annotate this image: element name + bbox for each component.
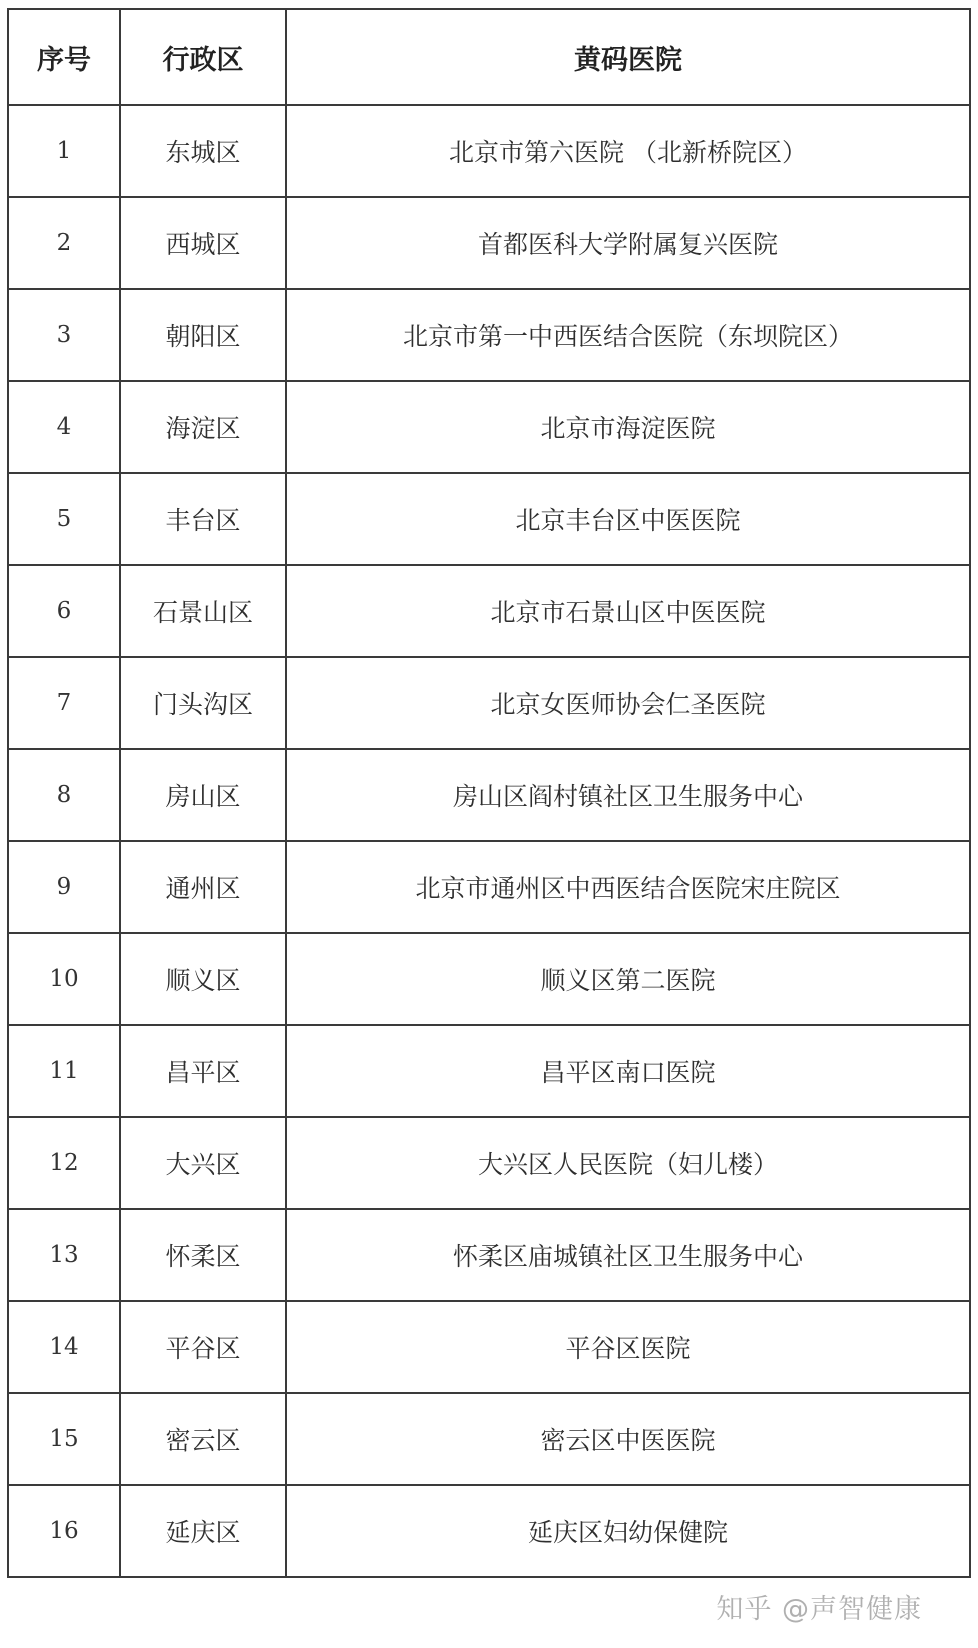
cell-hospital: 大兴区人民医院（妇儿楼）: [286, 1117, 970, 1209]
header-hospital: 黄码医院: [286, 9, 970, 105]
table-row: [8, 749, 970, 841]
table-body: [8, 105, 970, 1577]
table-row: [8, 105, 970, 197]
cell-district: 东城区: [120, 105, 286, 197]
cell-number: 11: [8, 1025, 120, 1117]
hospital-table: [7, 8, 971, 1578]
table-row: [8, 565, 970, 657]
cell-number: 10: [8, 933, 120, 1025]
table-row: [8, 657, 970, 749]
cell-district: 海淀区: [120, 381, 286, 473]
cell-hospital: 首都医科大学附属复兴医院: [286, 197, 970, 289]
cell-district: 密云区: [120, 1393, 286, 1485]
cell-district: 怀柔区: [120, 1209, 286, 1301]
table-row: [8, 381, 970, 473]
cell-number: 4: [8, 381, 120, 473]
cell-district: 房山区: [120, 749, 286, 841]
cell-number: 15: [8, 1393, 120, 1485]
cell-number: 6: [8, 565, 120, 657]
table-header-row: [8, 9, 970, 105]
cell-hospital: 昌平区南口医院: [286, 1025, 970, 1117]
cell-number: 3: [8, 289, 120, 381]
cell-hospital: 北京市海淀医院: [286, 381, 970, 473]
table-row: [8, 289, 970, 381]
cell-hospital: 怀柔区庙城镇社区卫生服务中心: [286, 1209, 970, 1301]
cell-hospital: 延庆区妇幼保健院: [286, 1485, 970, 1577]
cell-number: 16: [8, 1485, 120, 1577]
cell-hospital: 北京市第六医院 （北新桥院区）: [286, 105, 970, 197]
cell-district: 大兴区: [120, 1117, 286, 1209]
cell-number: 2: [8, 197, 120, 289]
cell-district: 西城区: [120, 197, 286, 289]
table-row: [8, 197, 970, 289]
table-row: [8, 1117, 970, 1209]
cell-hospital: 北京女医师协会仁圣医院: [286, 657, 970, 749]
cell-number: 14: [8, 1301, 120, 1393]
cell-district: 平谷区: [120, 1301, 286, 1393]
cell-hospital: 北京市第一中西医结合医院（东坝院区）: [286, 289, 970, 381]
cell-district: 石景山区: [120, 565, 286, 657]
table-row: [8, 933, 970, 1025]
table-row: [8, 1485, 970, 1577]
cell-hospital: 顺义区第二医院: [286, 933, 970, 1025]
table-row: [8, 1025, 970, 1117]
cell-district: 通州区: [120, 841, 286, 933]
cell-number: 1: [8, 105, 120, 197]
cell-district: 门头沟区: [120, 657, 286, 749]
cell-hospital: 北京市石景山区中医医院: [286, 565, 970, 657]
header-district: 行政区: [120, 9, 286, 105]
table-row: [8, 473, 970, 565]
table-row: [8, 841, 970, 933]
cell-hospital: 密云区中医医院: [286, 1393, 970, 1485]
cell-hospital: 北京市通州区中西医结合医院宋庄院区: [286, 841, 970, 933]
cell-number: 5: [8, 473, 120, 565]
table-row: [8, 1393, 970, 1485]
cell-district: 顺义区: [120, 933, 286, 1025]
cell-district: 丰台区: [120, 473, 286, 565]
watermark: 知乎 @声智健康: [716, 1594, 922, 1625]
cell-district: 昌平区: [120, 1025, 286, 1117]
table-row: [8, 1301, 970, 1393]
cell-number: 8: [8, 749, 120, 841]
cell-hospital: 房山区阎村镇社区卫生服务中心: [286, 749, 970, 841]
table-row: [8, 1209, 970, 1301]
header-number: 序号: [8, 9, 120, 105]
cell-number: 13: [8, 1209, 120, 1301]
cell-number: 7: [8, 657, 120, 749]
cell-district: 延庆区: [120, 1485, 286, 1577]
cell-number: 12: [8, 1117, 120, 1209]
cell-hospital: 北京丰台区中医医院: [286, 473, 970, 565]
cell-district: 朝阳区: [120, 289, 286, 381]
cell-hospital: 平谷区医院: [286, 1301, 970, 1393]
cell-number: 9: [8, 841, 120, 933]
